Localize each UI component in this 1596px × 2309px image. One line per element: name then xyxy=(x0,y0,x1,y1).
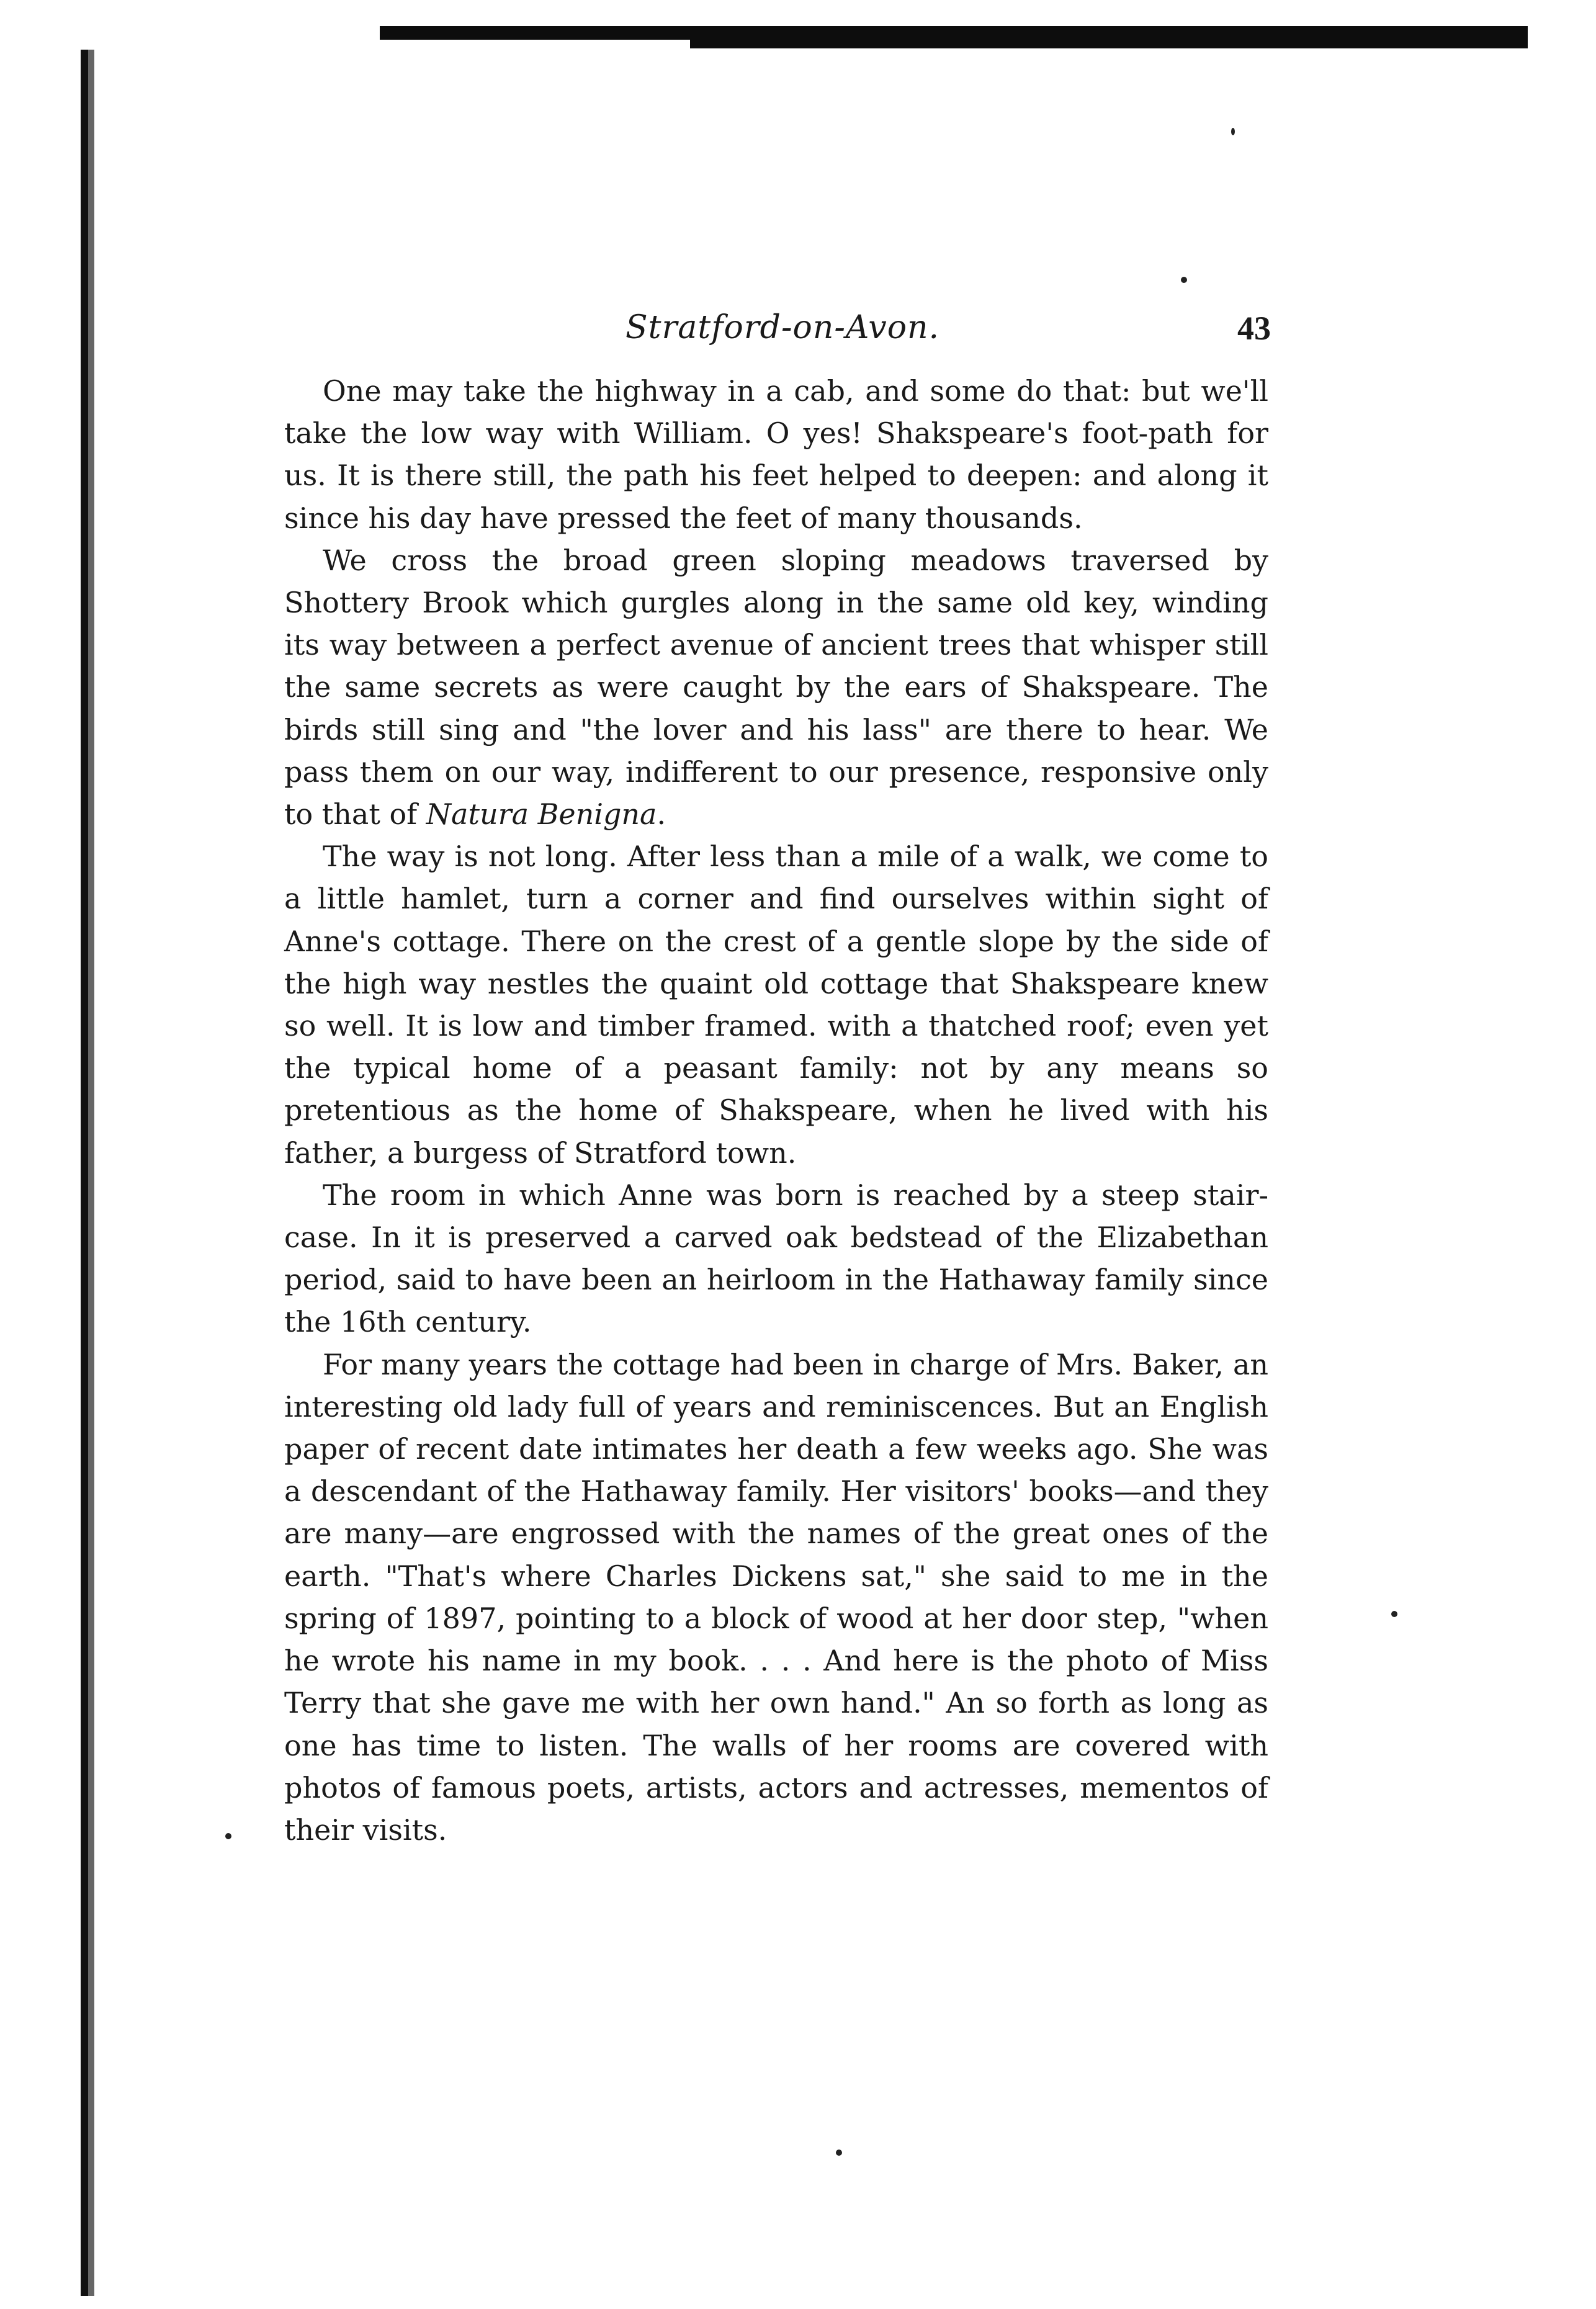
paragraph: The way is not long. After less than a mile of a walk, we come to a little hamlet, turn a corner and find ourselves within sight of Anne's cottage. There on the crest of a gentle slope by the side of the high way nestles the quaint old cottage that Shakspeare knew so well. It is low and timber framed. with a thatched roof; even yet the typical home of a peasant family: not by any means so pretentious as the home of Shakspeare, when he lived with his father, a burgess of Stratford town. xyxy=(284,840,1268,1170)
paragraph: For many years the cottage had been in charge of Mrs. Baker, an interesting old lady full of years and reminiscences. But an English paper of recent date intimates her death a few weeks ago. She was a descendant of the Hathaway family. Her visitors' books—and they are many—are engrossed with the names of the great ones of the earth. "That's where Charles Dickens sat," she said to me in the spring of 1897, pointing to a block of wood at her door step, "when he wrote his name in my book. . . . And here is the photo of Miss Terry that she gave me with her own hand." An so forth as long as one has time to listen. The walls of her rooms are covered with photos of famous poets, artists, actors and actresses, mementos of their visits. xyxy=(284,1347,1268,1847)
scan-speck xyxy=(1231,128,1235,135)
body-text xyxy=(284,370,1268,1851)
page-number: 43 xyxy=(1237,310,1271,347)
scan-speck xyxy=(1391,1611,1397,1617)
scan-speck xyxy=(1181,277,1187,283)
scan-speck xyxy=(225,1833,231,1839)
scan-speck xyxy=(836,2150,842,2156)
page-header xyxy=(625,309,1271,359)
paragraph: The room in which Anne was born is reached by a steep stair-case. In it is preserved a carved oak bedstead of the Elizabethan period, said to have been an heirloom in the Hathaway family since the 16th century. xyxy=(284,1178,1268,1339)
paragraph: One may take the highway in a cab, and some do that: but we'll take the low way with William. O yes! Shakspeare's foot-path for us. It is there still, the path his feet helped to deepen: and along it since his day have pressed the feet of many thousands. xyxy=(284,374,1268,535)
scan-border-left xyxy=(81,50,94,2296)
scan-border-top xyxy=(380,26,1528,48)
running-title: Stratford-on-Avon. xyxy=(625,309,940,346)
latin-phrase: Natura Benigna xyxy=(426,797,657,832)
paragraph: We cross the broad green sloping meadows traversed by Shottery Brook which gurgles along in the same old key, winding its way between a perfect avenue of ancient trees that whisper still the same secrets as were caught by the ears of Shakspeare. The birds still sing and "the lover and his lass" are there to hear. We pass them on our way, indifferent to our presence, responsive only to that of Natura Benigna. xyxy=(284,543,1268,832)
